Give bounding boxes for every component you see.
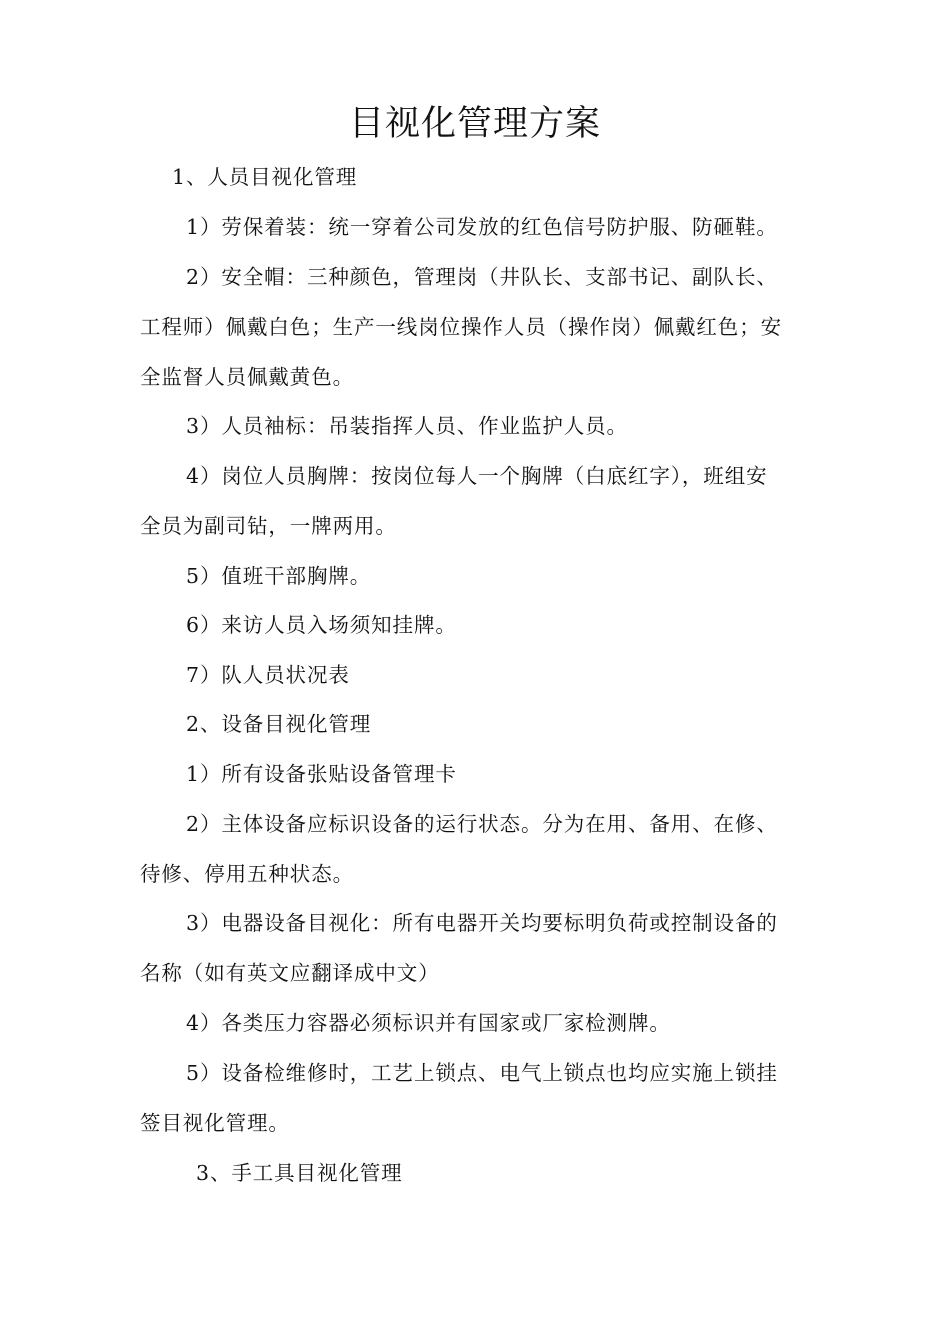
paragraph-line: 6）来访人员入场须知挂牌。 [186,613,457,637]
paragraph-line: 全监督人员佩戴黄色。 [140,365,354,389]
section-heading-equipment: 2、设备目视化管理 [186,712,372,736]
paragraph-line: 工程师）佩戴白色；生产一线岗位操作人员（操作岗）佩戴红色；安 [140,315,782,339]
paragraph-line: 4）岗位人员胸牌：按岗位每人一个胸牌（白底红字），班组安 [186,464,768,488]
document-title: 目视化管理方案 [348,104,601,144]
paragraph-line: 5）设备检维修时，工艺上锁点、电气上锁点也均应实施上锁挂 [186,1061,778,1085]
section-heading-personnel: 1、人员目视化管理 [172,165,358,189]
paragraph-line: 1）所有设备张贴设备管理卡 [186,762,457,786]
paragraph-line: 7）队人员状况表 [186,663,350,687]
paragraph-line: 名称（如有英文应翻译成中文） [140,961,440,985]
paragraph-line: 2）安全帽：三种颜色，管理岗（井队长、支部书记、副队长、 [186,265,778,289]
paragraph-line: 4）各类压力容器必须标识并有国家或厂家检测牌。 [186,1011,671,1035]
paragraph-line: 5）值班干部胸牌。 [186,564,372,588]
paragraph-line: 签目视化管理。 [140,1111,290,1135]
paragraph-line: 3）电器设备目视化：所有电器开关均要标明负荷或控制设备的 [186,911,778,935]
paragraph-line: 待修、停用五种状态。 [140,862,354,886]
paragraph-line: 2）主体设备应标识设备的运行状态。分为在用、备用、在修、 [186,812,778,836]
section-heading-hand-tools: 3、手工具目视化管理 [196,1161,403,1185]
paragraph-line: 全员为副司钻，一牌两用。 [140,514,397,538]
paragraph-line: 3）人员袖标：吊装指挥人员、作业监护人员。 [186,414,628,438]
paragraph-line: 1）劳保着装：统一穿着公司发放的红色信号防护服、防砸鞋。 [186,215,778,239]
